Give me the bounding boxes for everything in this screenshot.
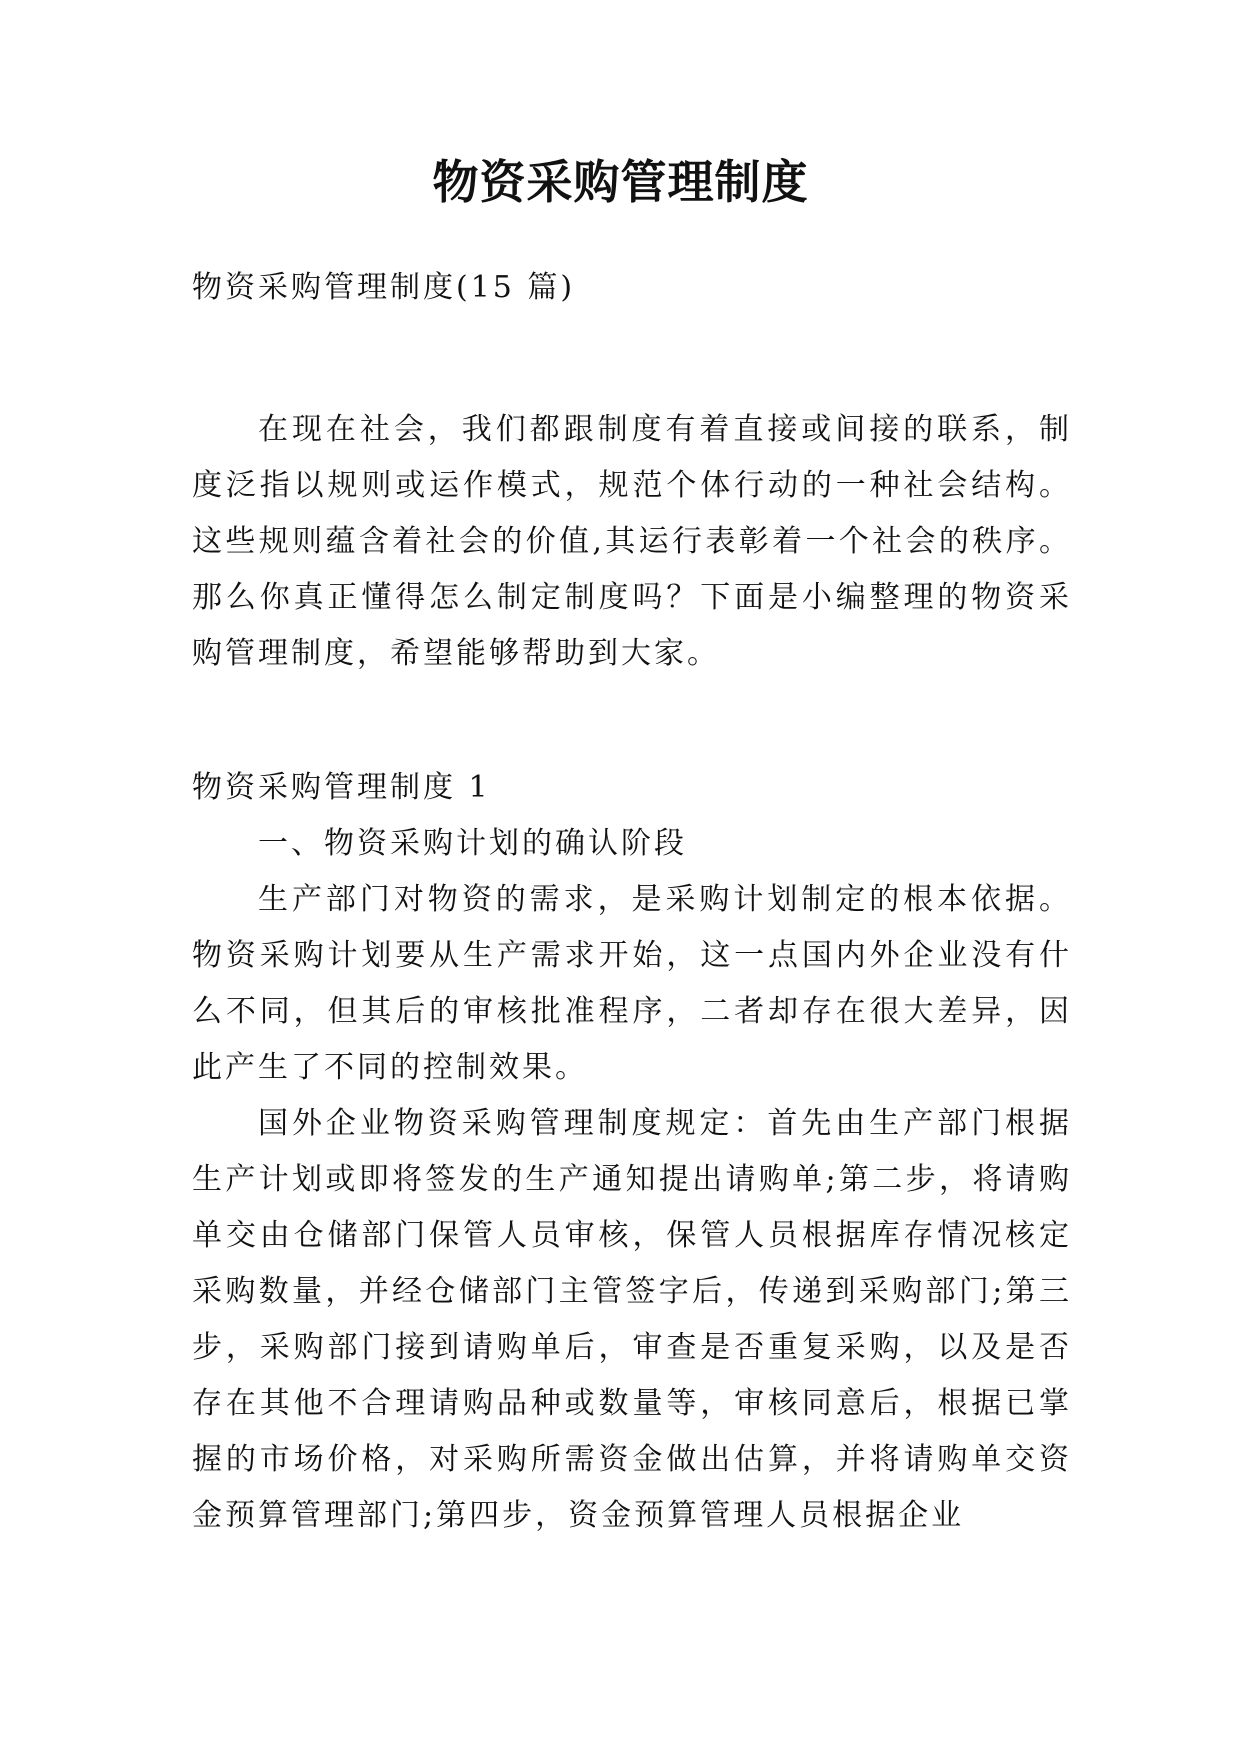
intro-paragraph: 在现在社会，我们都跟制度有着直接或间接的联系，制度泛指以规则或运作模式，规范个体行动的一种社会结构。这些规则蕴含着社会的价值,其运行表彰着一个社会的秩序。那么你真正懂得怎么制定制度吗？下面是小编整理的物资采购管理制度，希望能够帮助到大家。 bbox=[192, 412, 1072, 671]
document-subtitle: 物资采购管理制度(15 篇) bbox=[192, 270, 576, 305]
body-paragraph: 国外企业物资采购管理制度规定：首先由生产部门根据生产计划或即将签发的生产通知提出请购单;第二步，将请购单交由仓储部门保管人员审核，保管人员根据库存情况核定采购数量，并经仓储部门主管签字后，传递到采购部门;第三步，采购部门接到请购单后，审查是否重复采购，以及是否存在其他不合理请购品种或数量等，审核同意后，根据已掌握的市场价格，对采购所需资金做出估算，并将请购单交资金预算管理部门;第四步，资金预算管理人员根据企业 bbox=[192, 1106, 1072, 1533]
section-heading: 一、物资采购计划的确认阶段 bbox=[258, 826, 687, 861]
body-paragraph: 生产部门对物资的需求，是采购计划制定的根本依据。物资采购计划要从生产需求开始，这一点国内外企业没有什么不同，但其后的审核批准程序，二者却存在很大差异，因此产生了不同的控制效果。 bbox=[192, 882, 1072, 1085]
document-title: 物资采购管理制度 bbox=[432, 155, 809, 209]
section-title: 物资采购管理制度 1 bbox=[192, 770, 491, 805]
